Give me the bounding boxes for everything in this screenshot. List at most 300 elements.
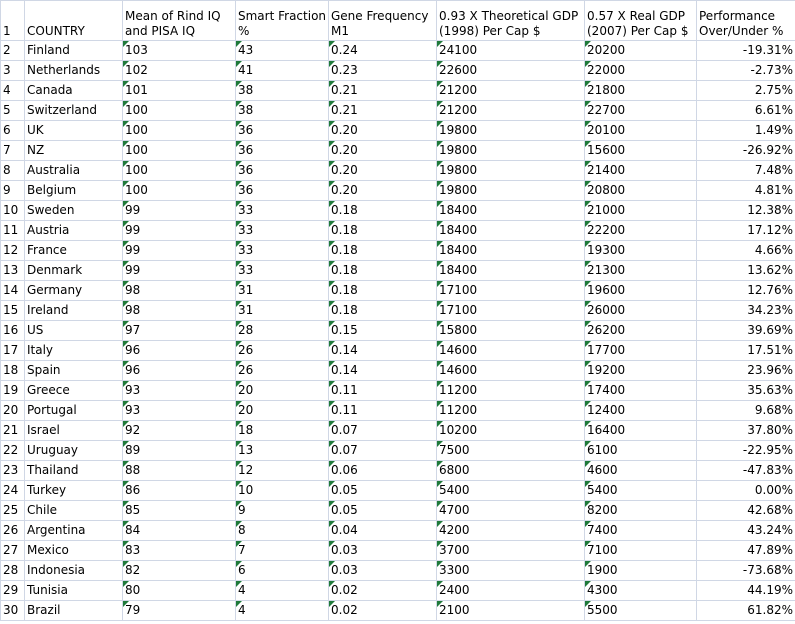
- cell-iq[interactable]: [123, 321, 236, 341]
- cell-gene-frequency[interactable]: [329, 461, 437, 481]
- cell-theoretical-gdp[interactable]: [437, 281, 585, 301]
- cell-real-gdp[interactable]: [585, 401, 697, 421]
- cell-theoretical-gdp[interactable]: [437, 181, 585, 201]
- cell-performance[interactable]: [697, 421, 795, 441]
- cell-performance[interactable]: [697, 141, 795, 161]
- cell-country[interactable]: [25, 581, 123, 601]
- row-number[interactable]: 24: [1, 481, 25, 501]
- error-indicator-icon[interactable]: [585, 461, 591, 467]
- row-number[interactable]: 7: [1, 141, 25, 161]
- cell-iq[interactable]: [123, 301, 236, 321]
- error-indicator-icon[interactable]: [329, 581, 335, 587]
- cell-country[interactable]: [25, 561, 123, 581]
- error-indicator-icon[interactable]: [123, 81, 129, 87]
- error-indicator-icon[interactable]: [437, 581, 443, 587]
- error-indicator-icon[interactable]: [123, 561, 129, 567]
- cell-real-gdp[interactable]: [585, 121, 697, 141]
- row-number[interactable]: 15: [1, 301, 25, 321]
- cell-country[interactable]: [25, 481, 123, 501]
- header-cell-theoretical-gdp[interactable]: [437, 1, 585, 41]
- error-indicator-icon[interactable]: [329, 281, 335, 287]
- cell-performance[interactable]: [697, 101, 795, 121]
- cell-iq[interactable]: [123, 241, 236, 261]
- error-indicator-icon[interactable]: [585, 401, 591, 407]
- cell-performance[interactable]: [697, 81, 795, 101]
- cell-smart-fraction[interactable]: [236, 481, 329, 501]
- cell-real-gdp[interactable]: [585, 521, 697, 541]
- row-number[interactable]: 12: [1, 241, 25, 261]
- header-cell-country[interactable]: [25, 1, 123, 41]
- cell-iq[interactable]: [123, 81, 236, 101]
- cell-performance[interactable]: [697, 581, 795, 601]
- error-indicator-icon[interactable]: [585, 321, 591, 327]
- cell-smart-fraction[interactable]: [236, 281, 329, 301]
- error-indicator-icon[interactable]: [236, 301, 242, 307]
- cell-smart-fraction[interactable]: [236, 181, 329, 201]
- row-number[interactable]: 9: [1, 181, 25, 201]
- error-indicator-icon[interactable]: [585, 361, 591, 367]
- error-indicator-icon[interactable]: [329, 241, 335, 247]
- error-indicator-icon[interactable]: [123, 161, 129, 167]
- cell-smart-fraction[interactable]: [236, 241, 329, 261]
- cell-iq[interactable]: [123, 541, 236, 561]
- cell-country[interactable]: [25, 41, 123, 61]
- cell-theoretical-gdp[interactable]: [437, 121, 585, 141]
- cell-country[interactable]: [25, 121, 123, 141]
- error-indicator-icon[interactable]: [329, 81, 335, 87]
- cell-performance[interactable]: [697, 341, 795, 361]
- error-indicator-icon[interactable]: [123, 541, 129, 547]
- cell-country[interactable]: [25, 361, 123, 381]
- cell-performance[interactable]: [697, 221, 795, 241]
- error-indicator-icon[interactable]: [236, 121, 242, 127]
- error-indicator-icon[interactable]: [437, 241, 443, 247]
- cell-country[interactable]: [25, 401, 123, 421]
- error-indicator-icon[interactable]: [123, 481, 129, 487]
- cell-real-gdp[interactable]: [585, 101, 697, 121]
- error-indicator-icon[interactable]: [329, 161, 335, 167]
- cell-iq[interactable]: [123, 61, 236, 81]
- cell-performance[interactable]: [697, 601, 795, 621]
- cell-gene-frequency[interactable]: [329, 101, 437, 121]
- error-indicator-icon[interactable]: [123, 321, 129, 327]
- cell-theoretical-gdp[interactable]: [437, 321, 585, 341]
- error-indicator-icon[interactable]: [329, 481, 335, 487]
- cell-theoretical-gdp[interactable]: [437, 561, 585, 581]
- error-indicator-icon[interactable]: [585, 441, 591, 447]
- error-indicator-icon[interactable]: [329, 541, 335, 547]
- error-indicator-icon[interactable]: [437, 521, 443, 527]
- error-indicator-icon[interactable]: [329, 41, 335, 47]
- error-indicator-icon[interactable]: [329, 141, 335, 147]
- cell-smart-fraction[interactable]: [236, 161, 329, 181]
- error-indicator-icon[interactable]: [329, 181, 335, 187]
- error-indicator-icon[interactable]: [437, 261, 443, 267]
- cell-performance[interactable]: [697, 181, 795, 201]
- cell-performance[interactable]: [697, 61, 795, 81]
- cell-real-gdp[interactable]: [585, 241, 697, 261]
- error-indicator-icon[interactable]: [437, 101, 443, 107]
- cell-iq[interactable]: [123, 441, 236, 461]
- cell-smart-fraction[interactable]: [236, 41, 329, 61]
- error-indicator-icon[interactable]: [585, 221, 591, 227]
- cell-country[interactable]: [25, 221, 123, 241]
- error-indicator-icon[interactable]: [236, 341, 242, 347]
- error-indicator-icon[interactable]: [123, 221, 129, 227]
- cell-country[interactable]: [25, 461, 123, 481]
- cell-country[interactable]: [25, 421, 123, 441]
- error-indicator-icon[interactable]: [437, 301, 443, 307]
- error-indicator-icon[interactable]: [585, 481, 591, 487]
- error-indicator-icon[interactable]: [236, 461, 242, 467]
- cell-smart-fraction[interactable]: [236, 261, 329, 281]
- error-indicator-icon[interactable]: [123, 301, 129, 307]
- cell-country[interactable]: [25, 261, 123, 281]
- cell-theoretical-gdp[interactable]: [437, 201, 585, 221]
- error-indicator-icon[interactable]: [329, 561, 335, 567]
- cell-iq[interactable]: [123, 381, 236, 401]
- cell-iq[interactable]: [123, 261, 236, 281]
- cell-country[interactable]: [25, 201, 123, 221]
- row-number[interactable]: 17: [1, 341, 25, 361]
- cell-gene-frequency[interactable]: [329, 361, 437, 381]
- cell-gene-frequency[interactable]: [329, 241, 437, 261]
- cell-real-gdp[interactable]: [585, 481, 697, 501]
- cell-smart-fraction[interactable]: [236, 381, 329, 401]
- cell-real-gdp[interactable]: [585, 201, 697, 221]
- cell-gene-frequency[interactable]: [329, 201, 437, 221]
- cell-iq[interactable]: [123, 581, 236, 601]
- cell-country[interactable]: [25, 241, 123, 261]
- cell-gene-frequency[interactable]: [329, 181, 437, 201]
- cell-smart-fraction[interactable]: [236, 441, 329, 461]
- cell-iq[interactable]: [123, 341, 236, 361]
- cell-real-gdp[interactable]: [585, 581, 697, 601]
- error-indicator-icon[interactable]: [585, 201, 591, 207]
- error-indicator-icon[interactable]: [123, 361, 129, 367]
- cell-gene-frequency[interactable]: [329, 601, 437, 621]
- cell-iq[interactable]: [123, 201, 236, 221]
- row-number[interactable]: 26: [1, 521, 25, 541]
- cell-theoretical-gdp[interactable]: [437, 381, 585, 401]
- cell-iq[interactable]: [123, 421, 236, 441]
- cell-performance[interactable]: [697, 41, 795, 61]
- cell-smart-fraction[interactable]: [236, 221, 329, 241]
- row-number[interactable]: 22: [1, 441, 25, 461]
- error-indicator-icon[interactable]: [437, 161, 443, 167]
- cell-smart-fraction[interactable]: [236, 321, 329, 341]
- cell-iq[interactable]: [123, 281, 236, 301]
- cell-real-gdp[interactable]: [585, 221, 697, 241]
- error-indicator-icon[interactable]: [123, 461, 129, 467]
- error-indicator-icon[interactable]: [123, 121, 129, 127]
- cell-theoretical-gdp[interactable]: [437, 61, 585, 81]
- error-indicator-icon[interactable]: [585, 601, 591, 607]
- row-number[interactable]: 4: [1, 81, 25, 101]
- cell-performance[interactable]: [697, 261, 795, 281]
- cell-real-gdp[interactable]: [585, 501, 697, 521]
- error-indicator-icon[interactable]: [236, 321, 242, 327]
- cell-performance[interactable]: [697, 401, 795, 421]
- error-indicator-icon[interactable]: [437, 201, 443, 207]
- cell-real-gdp[interactable]: [585, 421, 697, 441]
- cell-real-gdp[interactable]: [585, 61, 697, 81]
- error-indicator-icon[interactable]: [437, 341, 443, 347]
- cell-performance[interactable]: [697, 381, 795, 401]
- cell-gene-frequency[interactable]: [329, 301, 437, 321]
- error-indicator-icon[interactable]: [437, 481, 443, 487]
- cell-smart-fraction[interactable]: [236, 361, 329, 381]
- error-indicator-icon[interactable]: [437, 601, 443, 607]
- row-number[interactable]: 27: [1, 541, 25, 561]
- cell-smart-fraction[interactable]: [236, 541, 329, 561]
- cell-theoretical-gdp[interactable]: [437, 81, 585, 101]
- row-number[interactable]: 18: [1, 361, 25, 381]
- cell-smart-fraction[interactable]: [236, 421, 329, 441]
- cell-performance[interactable]: [697, 361, 795, 381]
- error-indicator-icon[interactable]: [585, 521, 591, 527]
- error-indicator-icon[interactable]: [329, 441, 335, 447]
- error-indicator-icon[interactable]: [123, 61, 129, 67]
- cell-real-gdp[interactable]: [585, 301, 697, 321]
- cell-iq[interactable]: [123, 521, 236, 541]
- cell-country[interactable]: [25, 301, 123, 321]
- cell-theoretical-gdp[interactable]: [437, 101, 585, 121]
- row-number[interactable]: 6: [1, 121, 25, 141]
- cell-country[interactable]: [25, 81, 123, 101]
- error-indicator-icon[interactable]: [585, 181, 591, 187]
- cell-real-gdp[interactable]: [585, 441, 697, 461]
- error-indicator-icon[interactable]: [236, 401, 242, 407]
- cell-smart-fraction[interactable]: [236, 401, 329, 421]
- error-indicator-icon[interactable]: [329, 101, 335, 107]
- error-indicator-icon[interactable]: [236, 61, 242, 67]
- row-number[interactable]: 5: [1, 101, 25, 121]
- error-indicator-icon[interactable]: [329, 321, 335, 327]
- error-indicator-icon[interactable]: [236, 361, 242, 367]
- error-indicator-icon[interactable]: [236, 261, 242, 267]
- cell-gene-frequency[interactable]: [329, 541, 437, 561]
- error-indicator-icon[interactable]: [329, 261, 335, 267]
- error-indicator-icon[interactable]: [236, 501, 242, 507]
- row-number[interactable]: 10: [1, 201, 25, 221]
- row-number[interactable]: 23: [1, 461, 25, 481]
- error-indicator-icon[interactable]: [236, 281, 242, 287]
- cell-real-gdp[interactable]: [585, 361, 697, 381]
- error-indicator-icon[interactable]: [585, 541, 591, 547]
- cell-real-gdp[interactable]: [585, 321, 697, 341]
- row-number[interactable]: 1: [1, 1, 25, 41]
- error-indicator-icon[interactable]: [236, 181, 242, 187]
- cell-country[interactable]: [25, 281, 123, 301]
- cell-real-gdp[interactable]: [585, 461, 697, 481]
- error-indicator-icon[interactable]: [123, 441, 129, 447]
- row-number[interactable]: 14: [1, 281, 25, 301]
- error-indicator-icon[interactable]: [236, 161, 242, 167]
- error-indicator-icon[interactable]: [437, 41, 443, 47]
- error-indicator-icon[interactable]: [585, 381, 591, 387]
- error-indicator-icon[interactable]: [585, 241, 591, 247]
- error-indicator-icon[interactable]: [236, 421, 242, 427]
- cell-real-gdp[interactable]: [585, 81, 697, 101]
- cell-theoretical-gdp[interactable]: [437, 241, 585, 261]
- error-indicator-icon[interactable]: [585, 121, 591, 127]
- error-indicator-icon[interactable]: [123, 281, 129, 287]
- cell-theoretical-gdp[interactable]: [437, 341, 585, 361]
- cell-country[interactable]: [25, 441, 123, 461]
- error-indicator-icon[interactable]: [123, 501, 129, 507]
- cell-iq[interactable]: [123, 101, 236, 121]
- error-indicator-icon[interactable]: [329, 421, 335, 427]
- error-indicator-icon[interactable]: [236, 41, 242, 47]
- cell-country[interactable]: [25, 381, 123, 401]
- error-indicator-icon[interactable]: [585, 561, 591, 567]
- row-number[interactable]: 21: [1, 421, 25, 441]
- error-indicator-icon[interactable]: [437, 61, 443, 67]
- error-indicator-icon[interactable]: [437, 121, 443, 127]
- cell-real-gdp[interactable]: [585, 561, 697, 581]
- row-number[interactable]: 28: [1, 561, 25, 581]
- error-indicator-icon[interactable]: [437, 221, 443, 227]
- cell-performance[interactable]: [697, 121, 795, 141]
- error-indicator-icon[interactable]: [123, 401, 129, 407]
- cell-smart-fraction[interactable]: [236, 121, 329, 141]
- error-indicator-icon[interactable]: [123, 581, 129, 587]
- error-indicator-icon[interactable]: [437, 461, 443, 467]
- error-indicator-icon[interactable]: [236, 221, 242, 227]
- error-indicator-icon[interactable]: [329, 601, 335, 607]
- cell-country[interactable]: [25, 501, 123, 521]
- row-number[interactable]: 25: [1, 501, 25, 521]
- header-cell-performance[interactable]: [697, 1, 795, 41]
- error-indicator-icon[interactable]: [437, 281, 443, 287]
- cell-performance[interactable]: [697, 481, 795, 501]
- cell-real-gdp[interactable]: [585, 541, 697, 561]
- cell-theoretical-gdp[interactable]: [437, 521, 585, 541]
- row-number[interactable]: 16: [1, 321, 25, 341]
- row-number[interactable]: 19: [1, 381, 25, 401]
- error-indicator-icon[interactable]: [437, 381, 443, 387]
- error-indicator-icon[interactable]: [329, 201, 335, 207]
- cell-iq[interactable]: [123, 601, 236, 621]
- cell-theoretical-gdp[interactable]: [437, 501, 585, 521]
- cell-smart-fraction[interactable]: [236, 301, 329, 321]
- cell-smart-fraction[interactable]: [236, 201, 329, 221]
- cell-theoretical-gdp[interactable]: [437, 141, 585, 161]
- error-indicator-icon[interactable]: [236, 581, 242, 587]
- row-number[interactable]: 30: [1, 601, 25, 621]
- error-indicator-icon[interactable]: [236, 481, 242, 487]
- row-number[interactable]: 8: [1, 161, 25, 181]
- cell-performance[interactable]: [697, 541, 795, 561]
- error-indicator-icon[interactable]: [437, 181, 443, 187]
- cell-theoretical-gdp[interactable]: [437, 481, 585, 501]
- error-indicator-icon[interactable]: [437, 321, 443, 327]
- cell-theoretical-gdp[interactable]: [437, 461, 585, 481]
- error-indicator-icon[interactable]: [123, 41, 129, 47]
- cell-iq[interactable]: [123, 161, 236, 181]
- cell-performance[interactable]: [697, 461, 795, 481]
- error-indicator-icon[interactable]: [329, 361, 335, 367]
- cell-iq[interactable]: [123, 361, 236, 381]
- cell-smart-fraction[interactable]: [236, 561, 329, 581]
- error-indicator-icon[interactable]: [123, 421, 129, 427]
- cell-real-gdp[interactable]: [585, 141, 697, 161]
- cell-country[interactable]: [25, 61, 123, 81]
- cell-smart-fraction[interactable]: [236, 341, 329, 361]
- cell-gene-frequency[interactable]: [329, 501, 437, 521]
- error-indicator-icon[interactable]: [585, 141, 591, 147]
- header-cell-gene-frequency[interactable]: [329, 1, 437, 41]
- cell-gene-frequency[interactable]: [329, 261, 437, 281]
- error-indicator-icon[interactable]: [236, 141, 242, 147]
- error-indicator-icon[interactable]: [585, 81, 591, 87]
- cell-theoretical-gdp[interactable]: [437, 161, 585, 181]
- cell-smart-fraction[interactable]: [236, 81, 329, 101]
- cell-gene-frequency[interactable]: [329, 341, 437, 361]
- cell-performance[interactable]: [697, 281, 795, 301]
- error-indicator-icon[interactable]: [585, 501, 591, 507]
- cell-iq[interactable]: [123, 401, 236, 421]
- cell-iq[interactable]: [123, 221, 236, 241]
- cell-gene-frequency[interactable]: [329, 441, 437, 461]
- cell-smart-fraction[interactable]: [236, 501, 329, 521]
- cell-theoretical-gdp[interactable]: [437, 581, 585, 601]
- cell-theoretical-gdp[interactable]: [437, 361, 585, 381]
- error-indicator-icon[interactable]: [123, 601, 129, 607]
- cell-gene-frequency[interactable]: [329, 81, 437, 101]
- cell-performance[interactable]: [697, 321, 795, 341]
- error-indicator-icon[interactable]: [236, 241, 242, 247]
- error-indicator-icon[interactable]: [585, 101, 591, 107]
- error-indicator-icon[interactable]: [236, 521, 242, 527]
- error-indicator-icon[interactable]: [585, 41, 591, 47]
- cell-performance[interactable]: [697, 441, 795, 461]
- error-indicator-icon[interactable]: [585, 301, 591, 307]
- cell-real-gdp[interactable]: [585, 41, 697, 61]
- error-indicator-icon[interactable]: [123, 141, 129, 147]
- error-indicator-icon[interactable]: [437, 561, 443, 567]
- cell-gene-frequency[interactable]: [329, 281, 437, 301]
- cell-smart-fraction[interactable]: [236, 461, 329, 481]
- cell-real-gdp[interactable]: [585, 261, 697, 281]
- row-number[interactable]: 29: [1, 581, 25, 601]
- cell-smart-fraction[interactable]: [236, 581, 329, 601]
- error-indicator-icon[interactable]: [236, 81, 242, 87]
- error-indicator-icon[interactable]: [236, 101, 242, 107]
- error-indicator-icon[interactable]: [437, 361, 443, 367]
- error-indicator-icon[interactable]: [585, 61, 591, 67]
- error-indicator-icon[interactable]: [123, 101, 129, 107]
- error-indicator-icon[interactable]: [437, 401, 443, 407]
- error-indicator-icon[interactable]: [236, 601, 242, 607]
- cell-performance[interactable]: [697, 241, 795, 261]
- cell-country[interactable]: [25, 601, 123, 621]
- cell-theoretical-gdp[interactable]: [437, 541, 585, 561]
- error-indicator-icon[interactable]: [236, 381, 242, 387]
- cell-performance[interactable]: [697, 201, 795, 221]
- row-number[interactable]: 20: [1, 401, 25, 421]
- error-indicator-icon[interactable]: [585, 341, 591, 347]
- cell-gene-frequency[interactable]: [329, 401, 437, 421]
- cell-theoretical-gdp[interactable]: [437, 441, 585, 461]
- header-cell-smart-fraction[interactable]: [236, 1, 329, 41]
- cell-gene-frequency[interactable]: [329, 581, 437, 601]
- cell-smart-fraction[interactable]: [236, 101, 329, 121]
- error-indicator-icon[interactable]: [585, 161, 591, 167]
- cell-smart-fraction[interactable]: [236, 521, 329, 541]
- row-number[interactable]: 11: [1, 221, 25, 241]
